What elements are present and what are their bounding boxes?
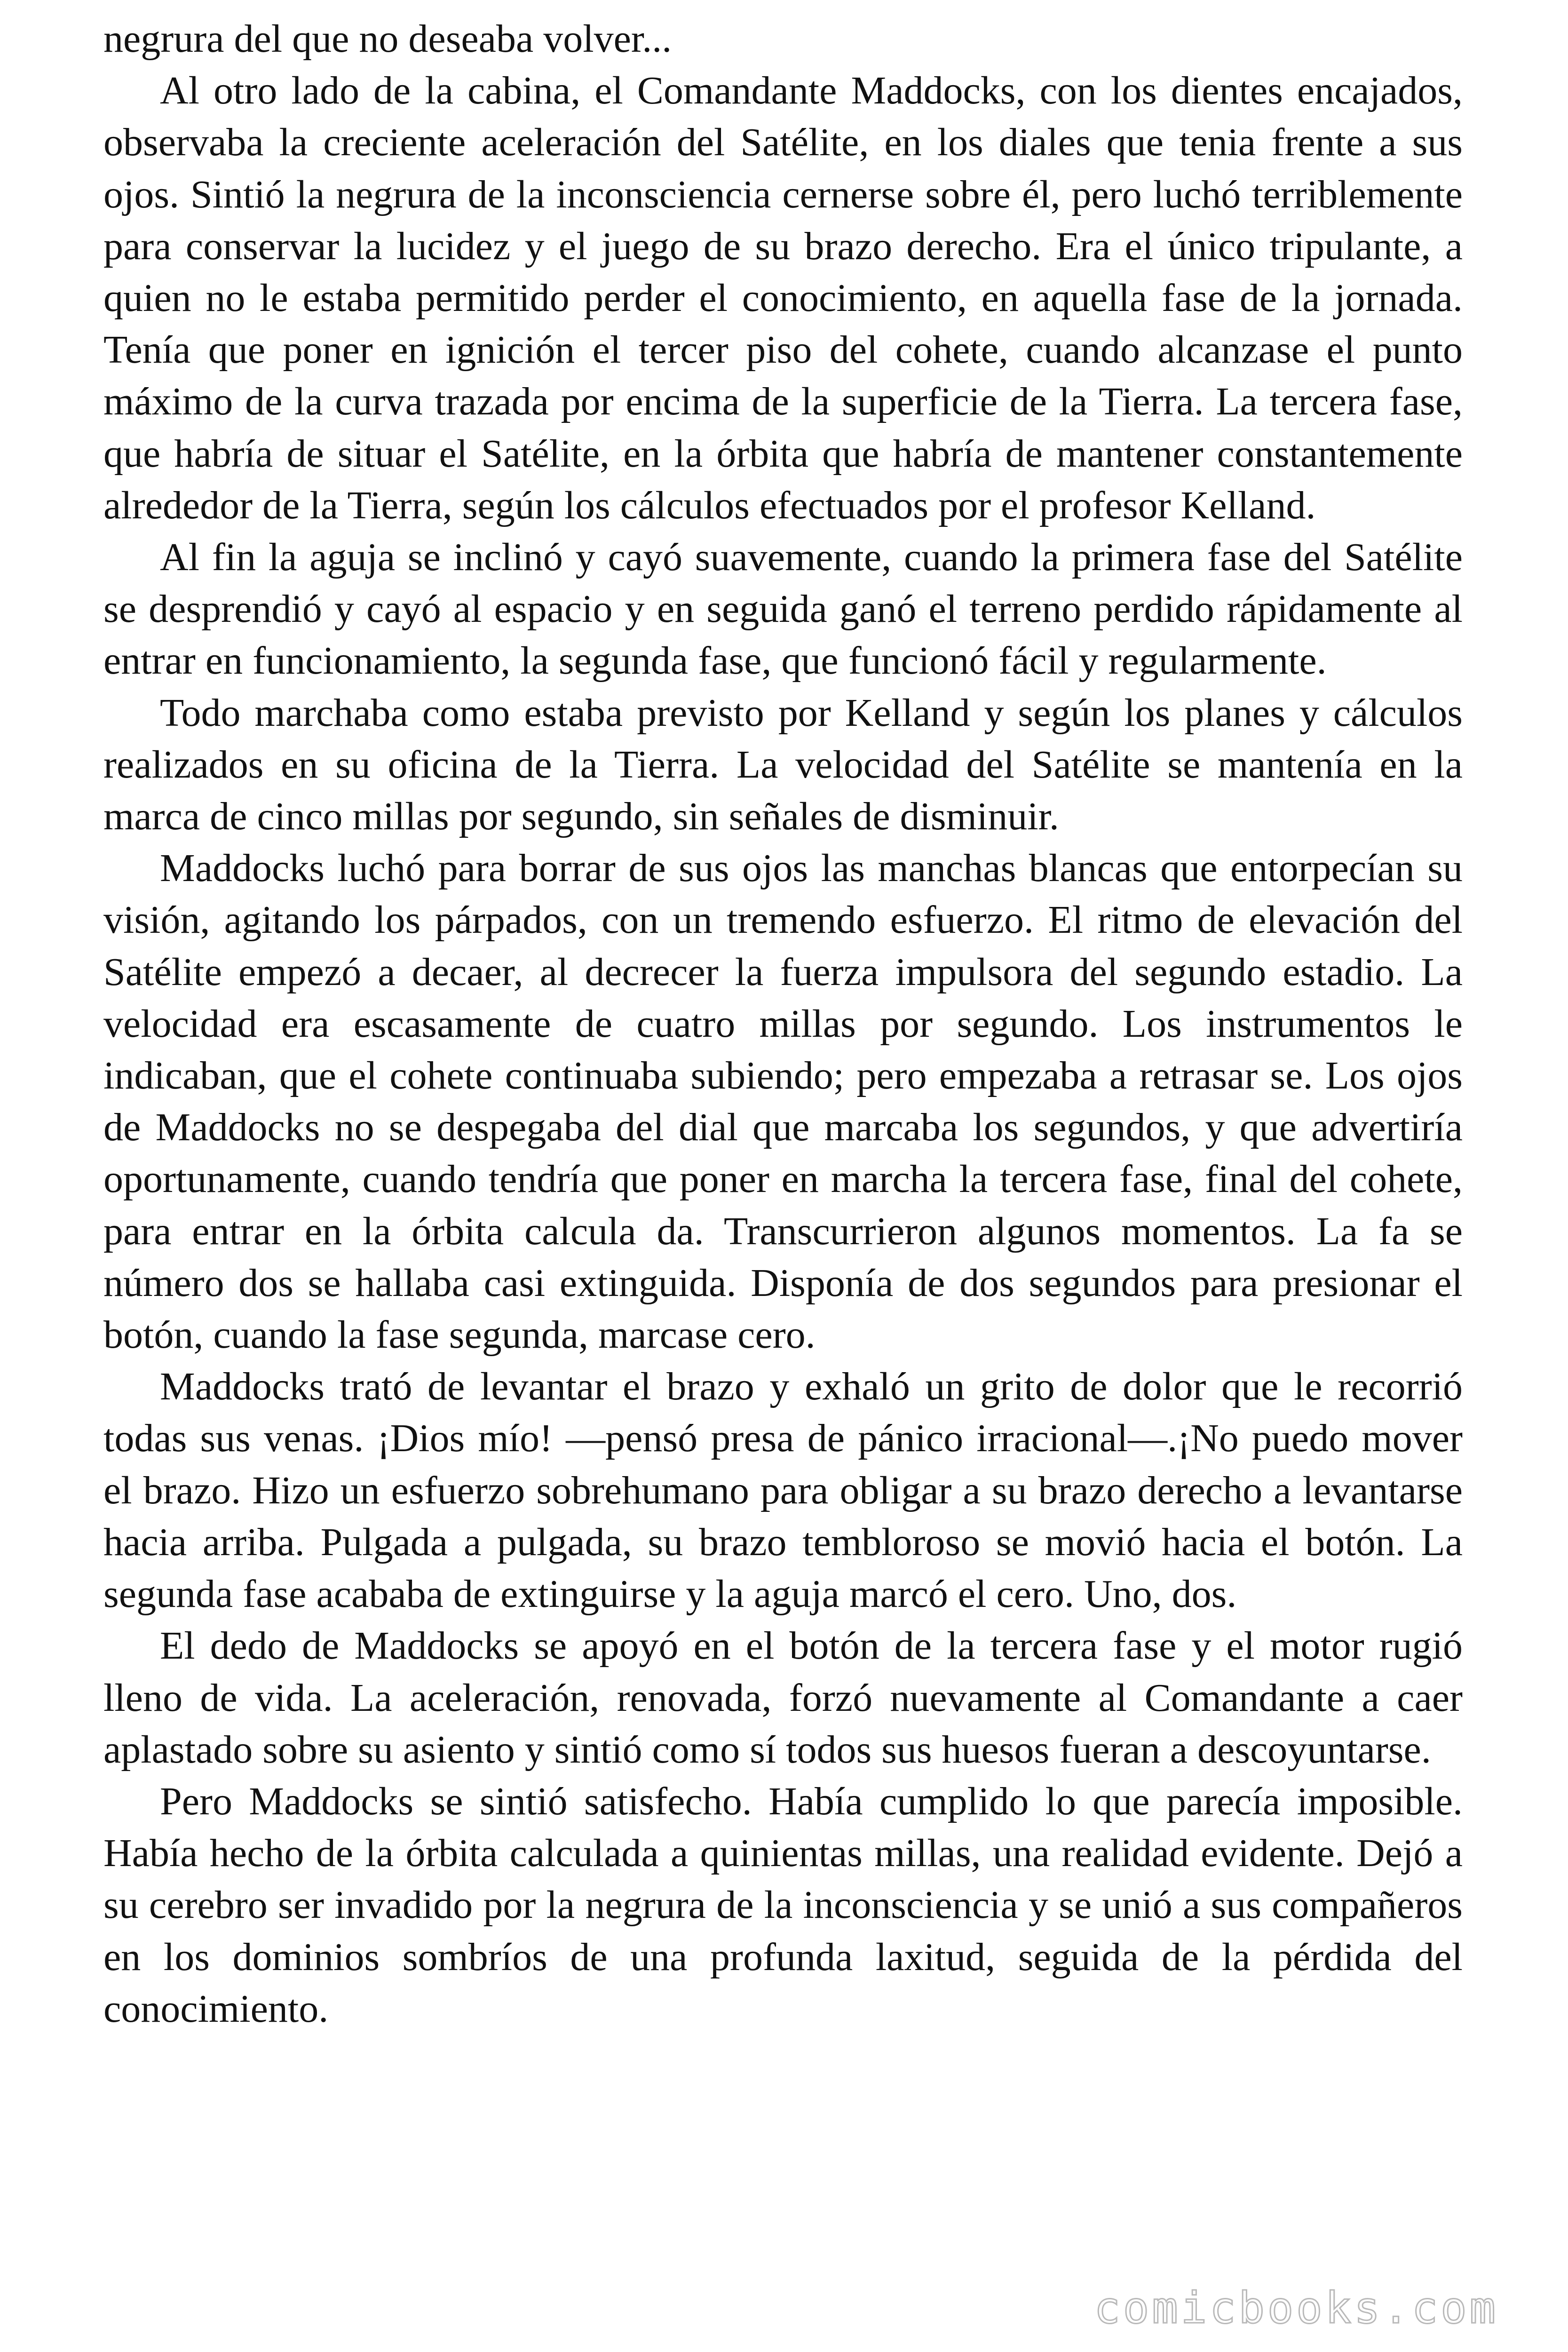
paragraph: Al otro lado de la cabina, el Comandante Maddocks, con los dientes encajados, observaba la creciente aceleración del Satélite, en los diales que tenia frente a sus ojos. Sintió la negrura de la inconsciencia cernerse sobre él, pero luchó terriblemente para conservar la lucidez y el juego de su brazo derecho. Era el único tripulante, a quien no le estaba permitido perder el conocimiento, en aquella fase de la jornada. Tenía que poner en ignición el tercer piso del cohete, cuando alcanzase el punto máximo de la curva trazada por encima de la superficie de la Tierra. La tercera fase, que habría de situar el Satélite, en la órbita que habría de mantener constantemente alrededor de la Tierra, según los cálculos efectuados por el profesor Kelland. bbox=[103, 69, 1463, 527]
paragraph: Todo marchaba como estaba previsto por Kelland y según los planes y cálculos realizados en su oficina de la Tierra. La velocidad del Satélite se mantenía en la marca de cinco millas por segundo, sin señales de disminuir. bbox=[103, 691, 1463, 839]
paragraph: Maddocks trató de levantar el brazo y exhaló un grito de dolor que le recorrió todas sus venas. ¡Dios mío! —pensó presa de pánico irracional—.¡No puedo mover el brazo. Hizo un esfuerzo sobrehumano para obligar a su brazo derecho a levantarse hacia arriba. Pulgada a pulgada, su brazo tembloroso se movió hacia el botón. La segunda fase acababa de extinguirse y la aguja marcó el cero. Uno, dos. bbox=[103, 1365, 1463, 1616]
paragraph: Pero Maddocks se sintió satisfecho. Había cumplido lo que parecía imposible. Había hecho de la órbita calculada a quinientas millas, una realidad evidente. Dejó a su cerebro ser invadido por la negrura de la inconsciencia y se unió a sus compañeros en los dominios sombríos de una profunda laxitud, seguida de la pérdida del conocimiento. bbox=[103, 1779, 1463, 2031]
page-text bbox=[103, 13, 1463, 2035]
paragraph-continuation: negrura del que no deseaba volver... bbox=[103, 17, 672, 61]
paragraph: Al fin la aguja se inclinó y cayó suavemente, cuando la primera fase del Satélite se desprendió y cayó al espacio y en seguida ganó el terreno perdido rápidamente al entrar en funcionamiento, la segunda fase, que funcionó fácil y regularmente. bbox=[103, 535, 1463, 683]
paragraph: Maddocks luchó para borrar de sus ojos las manchas blancas que entorpecían su visión, agitando los párpados, con un tremendo esfuerzo. El ritmo de elevación del Satélite empezó a decaer, al decrecer la fuerza impulsora del segundo estadio. La velocidad era escasamente de cuatro millas por segundo. Los instrumentos le indicaban, que el cohete continuaba subiendo; pero empezaba a retrasar se. Los ojos de Maddocks no se despegaba del dial que marcaba los segundos, y que advertiría oportunamente, cuando tendría que poner en marcha la tercera fase, final del cohete, para entrar en la órbita calcula da. Transcurrieron algunos momentos. La fa se número dos se hallaba casi extinguida. Disponía de dos segundos para presionar el botón, cuando la fase segunda, marcase cero. bbox=[103, 846, 1463, 1357]
paragraph: El dedo de Maddocks se apoyó en el botón de la tercera fase y el motor rugió lleno de vida. La aceleración, renovada, forzó nuevamente al Comandante a caer aplastado sobre su asiento y sintió como sí todos sus huesos fueran a descoyuntarse. bbox=[103, 1624, 1463, 1772]
watermark-logo: comicbooks.com bbox=[1094, 2283, 1498, 2333]
